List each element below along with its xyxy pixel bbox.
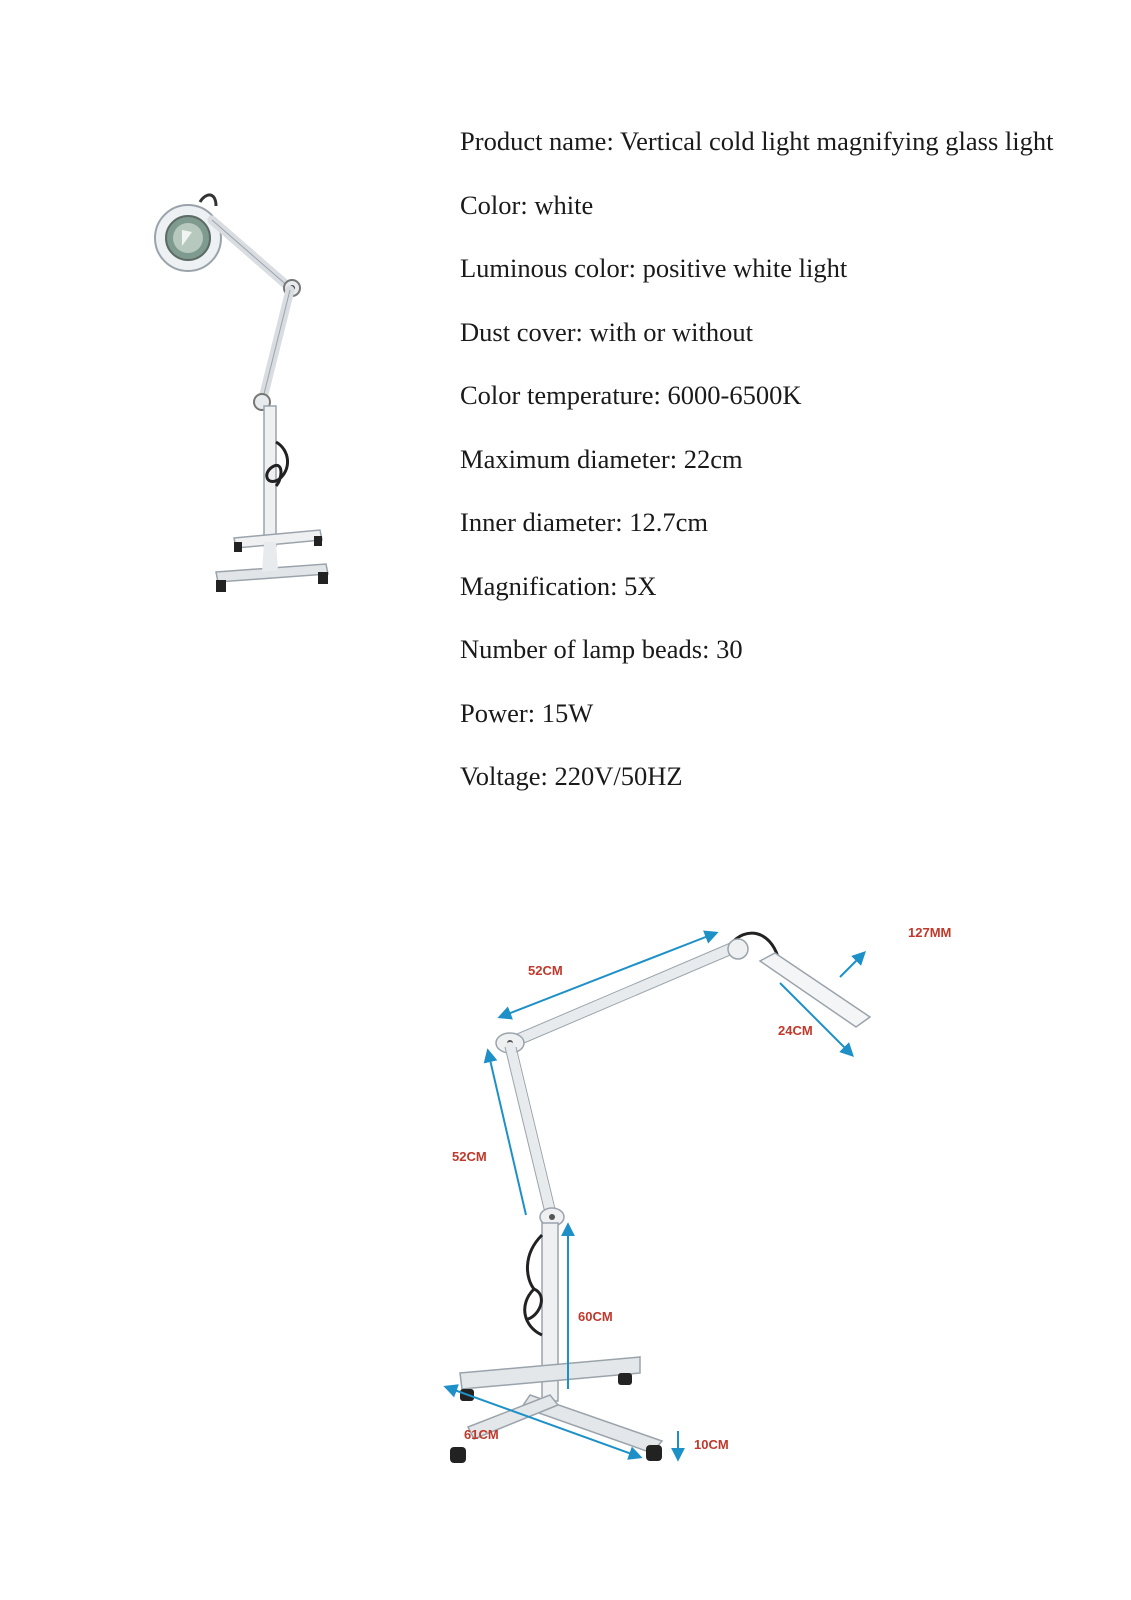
spec-luminous-color: Luminous color: positive white light (460, 253, 848, 283)
lamp-base (216, 530, 328, 592)
spec-maximum-diameter: Maximum diameter: 22cm (460, 443, 743, 474)
dimension-diagram (430, 895, 1000, 1535)
spec-color-temperature: Color temperature: 6000-6500K (460, 380, 802, 410)
dim-label-wheel: 10CM (694, 1437, 729, 1452)
dim-label-head: 24CM (778, 1023, 813, 1038)
dim-label-lens: 127MM (908, 925, 952, 940)
spec-list (460, 110, 1100, 809)
lamp-pole (264, 406, 288, 546)
spec-lamp-beads: Number of lamp beads: 30 (460, 634, 743, 664)
spec-voltage: Voltage: 220V/50HZ (460, 761, 683, 791)
spec-power: Power: 15W (460, 697, 594, 728)
dim-label-base: 61CM (464, 1427, 499, 1442)
lamp-arm (212, 220, 300, 410)
spec-product-name: Product name: Vertical cold light magnifying glass light (460, 126, 1054, 156)
dim-label-upper-arm: 52CM (528, 963, 563, 978)
magnifier-head (155, 195, 221, 271)
spec-magnification: Magnification: 5X (460, 570, 657, 601)
spec-dust-cover: Dust cover: with or without (460, 316, 753, 347)
dim-label-lower-arm: 52CM (452, 1149, 487, 1164)
spec-inner-diameter: Inner diameter: 12.7cm (460, 507, 708, 537)
spec-color: Color: white (460, 189, 594, 220)
product-photo-lamp (150, 180, 350, 620)
dim-label-pole: 60CM (578, 1309, 613, 1324)
